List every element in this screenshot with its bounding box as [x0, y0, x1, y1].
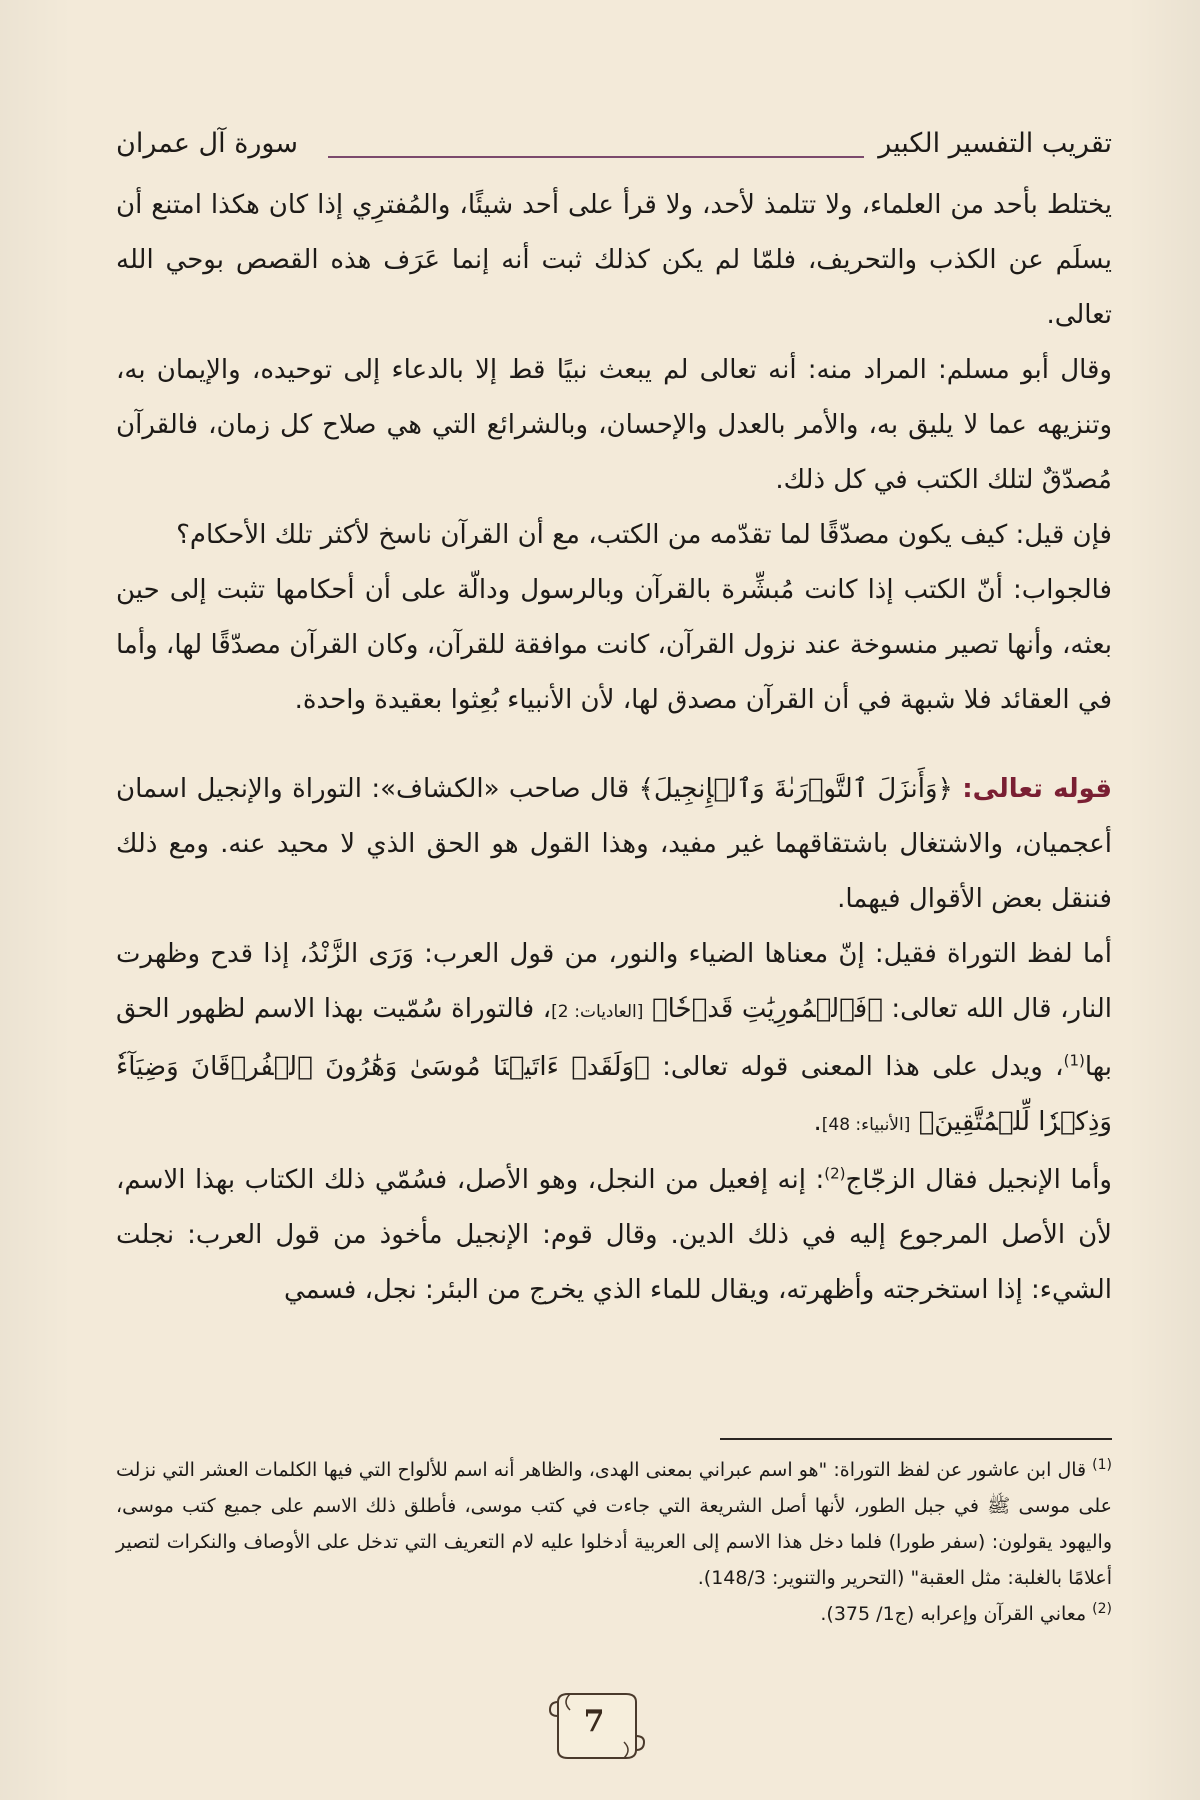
surah-title: سورة آل عمران [116, 128, 298, 159]
footnote-separator [720, 1438, 1112, 1440]
paragraph-2: وقال أبو مسلم: المراد منه: أنه تعالى لم يبعث نبيًا قط إلا بالدعاء إلى توحيده، والإيمان به، وتنزيهه عما لا يليق به، والأمر بالعدل والإحسان، وبالشرائع التي هي صلاح كل زمان، فالقرآن مُصدّقٌ لتلك الكتب في كل ذلك. [116, 355, 1112, 495]
footnote-1-number: (1) [1092, 1456, 1112, 1473]
footnote-2-number: (2) [1092, 1600, 1112, 1617]
footnotes [116, 1452, 1112, 1632]
paragraph-1: يختلط بأحد من العلماء، ولا تتلمذ لأحد، ولا قرأ على أحد شيئًا، والمُفترِي إذا كان هكذا امتنع أن يسلَم عن الكذب والتحريف، فلمّا لم يكن كذلك ثبت أنه إنما عَرَف هذه القصص بوحي الله تعالى. [116, 190, 1112, 330]
book-title: تقريب التفسير الكبير [878, 128, 1112, 159]
page-number: 7 [583, 1704, 605, 1739]
footnote-2-text: معاني القرآن وإعرابه (ج1/ 375). [820, 1603, 1087, 1625]
paragraph-7-part-b: : إنه إفعيل من النجل، وهو الأصل، فسُمّي ذلك الكتاب بهذا الاسم، لأن الأصل المرجوع إليه في ذلك الدين. وقال قوم: الإنجيل مأخوذ من قول العرب: نجلت الشيء: إذا استخرجته وأظهرته، ويقال للماء الذي يخرج من البئر: نجل، فسمي [116, 1165, 1112, 1305]
footnote-ref-2[interactable]: (2) [824, 1164, 846, 1183]
running-header [116, 126, 1112, 166]
header-rule [328, 156, 864, 158]
paragraph-5-text: ﴿وَأَنزَلَ ٱلتَّوۡرَىٰةَ وَٱلۡإِنجِيلَ﴾ قال صاحب «الكشاف»: التوراة والإنجيل اسمان أعجميان، والاشتغال باشتقاقهما غير مفيد، وهذا القول هو الحق الذي لا محيد عنه. ومع ذلك فننقل بعض الأقوال فيهما. [116, 774, 1112, 914]
paragraph-7-part-a: وأما الإنجيل فقال الزجّاج [845, 1165, 1112, 1195]
paragraph-6-part-d: . [813, 1107, 822, 1137]
qawlihi-lead: قوله تعالى: [962, 774, 1112, 804]
quran-ref-anbiya: [الأنبياء: 48] [821, 1115, 911, 1135]
paragraph-6-part-c: ، ويدل على هذا المعنى قوله تعالى: ﴿وَلَقَدۡ ءَاتَيۡنَا مُوسَىٰ وَهَٰرُونَ ٱلۡفُرۡقَانَ وَضِيَآءٗ وَذِكۡرٗا لِّلۡمُتَّقِينَ﴾ [116, 1052, 1112, 1137]
paragraph-6-part-b: ، فالتوراة سُمّيت بهذا الاسم لظهور الحق بها [116, 994, 1112, 1082]
main-text [116, 178, 1112, 1318]
footnote-1-text: قال ابن عاشور عن لفظ التوراة: "هو اسم عبراني بمعنى الهدى، والظاهر أنه اسم للألواح التي فيها الكلمات العشر التي نزلت على موسى ﷺ في جبل الطور، لأنها أصل الشريعة التي جاءت في كتب موسى، فأطلق ذلك الاسم على جميع كتب موسى، واليهود يقولون: (سفر طورا) فلما دخل هذا الاسم إلى العربية أدخلوا عليه لام التعريف التي تدخل على الأوصاف والنكرات لتصير أعلامًا بالغلبة: مثل العقبة" (التحرير والتنوير: 148/3). [116, 1459, 1112, 1589]
paragraph-5 [116, 762, 1112, 927]
footnote-ref-1[interactable]: (1) [1063, 1051, 1085, 1070]
paragraph-7 [116, 1153, 1112, 1318]
quran-ref-adiyat: [العاديات: 2] [551, 1002, 644, 1022]
paragraph-3: فإن قيل: كيف يكون مصدّقًا لما تقدّمه من الكتب، مع أن القرآن ناسخ لأكثر تلك الأحكام؟ [176, 520, 1112, 550]
footnote-2 [116, 1596, 1112, 1632]
paragraph-6-part-a: أما لفظ التوراة فقيل: إنّ معناها الضياء والنور، من قول العرب: وَرَى الزَّنْدُ، إذا قدح وظهرت النار، قال الله تعالى: ﴿فَٱلۡمُورِيَٰتِ قَدۡحٗا﴾ [116, 939, 1112, 1024]
paragraph-6 [116, 927, 1112, 1153]
paragraph-4: فالجواب: أنّ الكتب إذا كانت مُبشِّرة بالقرآن وبالرسول ودالّة على أن أحكامها تثبت إلى حين بعثه، وأنها تصير منسوخة عند نزول القرآن، كانت موافقة للقرآن، وكان القرآن مصدّقًا لها، وأما في العقائد فلا شبهة في أن القرآن مصدق لها، لأن الأنبياء بُعِثوا بعقيدة واحدة. [116, 575, 1112, 715]
footnote-1 [116, 1452, 1112, 1596]
